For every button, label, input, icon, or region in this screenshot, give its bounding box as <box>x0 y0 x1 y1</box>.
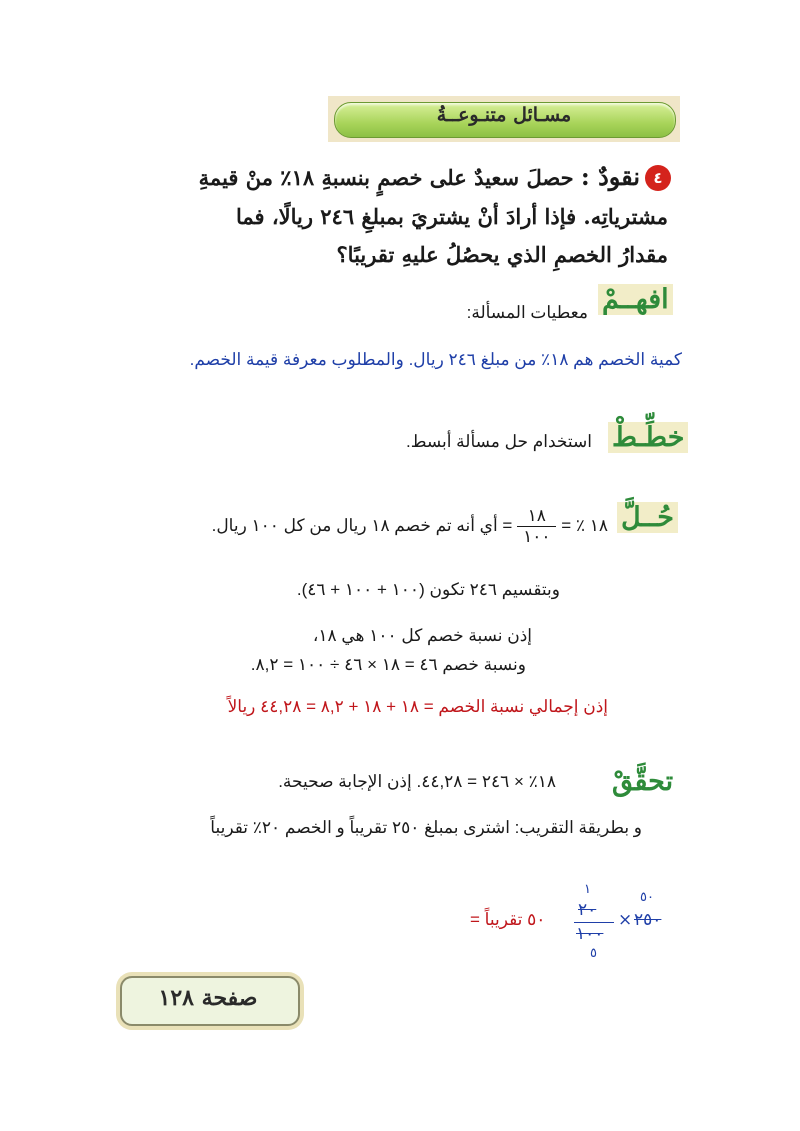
solve-percent: ١٨ ٪ = <box>561 515 608 535</box>
section-title: مسـائل متنـوعــةُ <box>436 104 572 126</box>
fraction-numerator: ١٨ <box>527 506 546 525</box>
solve-line-1 <box>158 506 608 547</box>
problem-line-3: مقدارُ الخصمِ الذي يحصُلُ عليهِ تقريبًا؟ <box>336 242 668 267</box>
solve-explanation: = أي أنه تم خصم ١٨ ريال من كل ١٠٠ ريال. <box>211 515 513 535</box>
understand-text: كمية الخصم هم ١٨٪ من مبلغ ٢٤٦ ريال. والمطلوب معرفة قيمة الخصم. <box>189 350 682 369</box>
solve-line-3: إذن نسبة خصم كل ١٠٠ هي ١٨، <box>312 626 532 645</box>
calc-fraction-bar <box>574 922 614 923</box>
problem-label: نقودٌ : <box>580 162 640 191</box>
step-label-solve: حُــلَّ <box>617 502 678 533</box>
step-label-understand: افهــمْ <box>598 284 673 315</box>
fraction-denominator: ١٠٠ <box>517 526 556 547</box>
calc-small-value: ٥٠ <box>640 890 654 905</box>
problem-text-1: حصلَ سعيدٌ على خصمٍ بنسبةِ ١٨٪ منْ قيمةِ <box>198 165 574 190</box>
solve-total: إذن إجمالي نسبة الخصم = ١٨ + ١٨ + ٨,٢ = ٤٤,٢٨ ريالاً <box>227 697 608 716</box>
page-number: صفحة ١٢٨ <box>158 985 258 1011</box>
step-label-plan: خطِّـطْ <box>608 422 688 453</box>
plan-text: استخدام حل مسألة أبسط. <box>405 432 592 451</box>
check-line-1: ١٨٪ × ٢٤٦ = ٤٤,٢٨. إذن الإجابة صحيحة. <box>278 772 556 791</box>
calc-den: ١٠٠ <box>576 924 604 944</box>
step-label-check: تحقَّقْ <box>612 766 674 797</box>
solve-line-2: وبتقسيم ٢٤٦ تكون (١٠٠ + ١٠٠ + ٤٦). <box>296 580 560 599</box>
calc-value: ٢٥٠ <box>634 910 662 930</box>
calc-small-num: ١ <box>584 882 591 897</box>
calc-result: = ٥٠ تقريباً <box>470 910 546 929</box>
calc-small-den: ٥ <box>590 946 597 961</box>
check-line-2: و بطريقة التقريب: اشترى بمبلغ ٢٥٠ تقريباً و الخصم ٢٠٪ تقريباً <box>210 818 642 837</box>
calc-multiply: × <box>618 910 633 930</box>
problem-number-badge: ٤ <box>645 165 671 191</box>
solve-fraction <box>517 506 556 547</box>
understand-heading: معطيات المسألة: <box>466 303 588 322</box>
solve-line-4: ونسبة خصم ٤٦ = ١٨ × ٤٦ ÷ ١٠٠ = ٨,٢. <box>250 655 526 674</box>
approximation-calc <box>460 880 680 960</box>
calc-num: ٢٠ <box>578 900 597 920</box>
problem-line-2: مشترياتِه. فإذا أرادَ أنْ يشتريَ بمبلغِ ٢٤٦ ريالًا، فما <box>235 204 668 229</box>
problem-line-1 <box>199 162 640 191</box>
